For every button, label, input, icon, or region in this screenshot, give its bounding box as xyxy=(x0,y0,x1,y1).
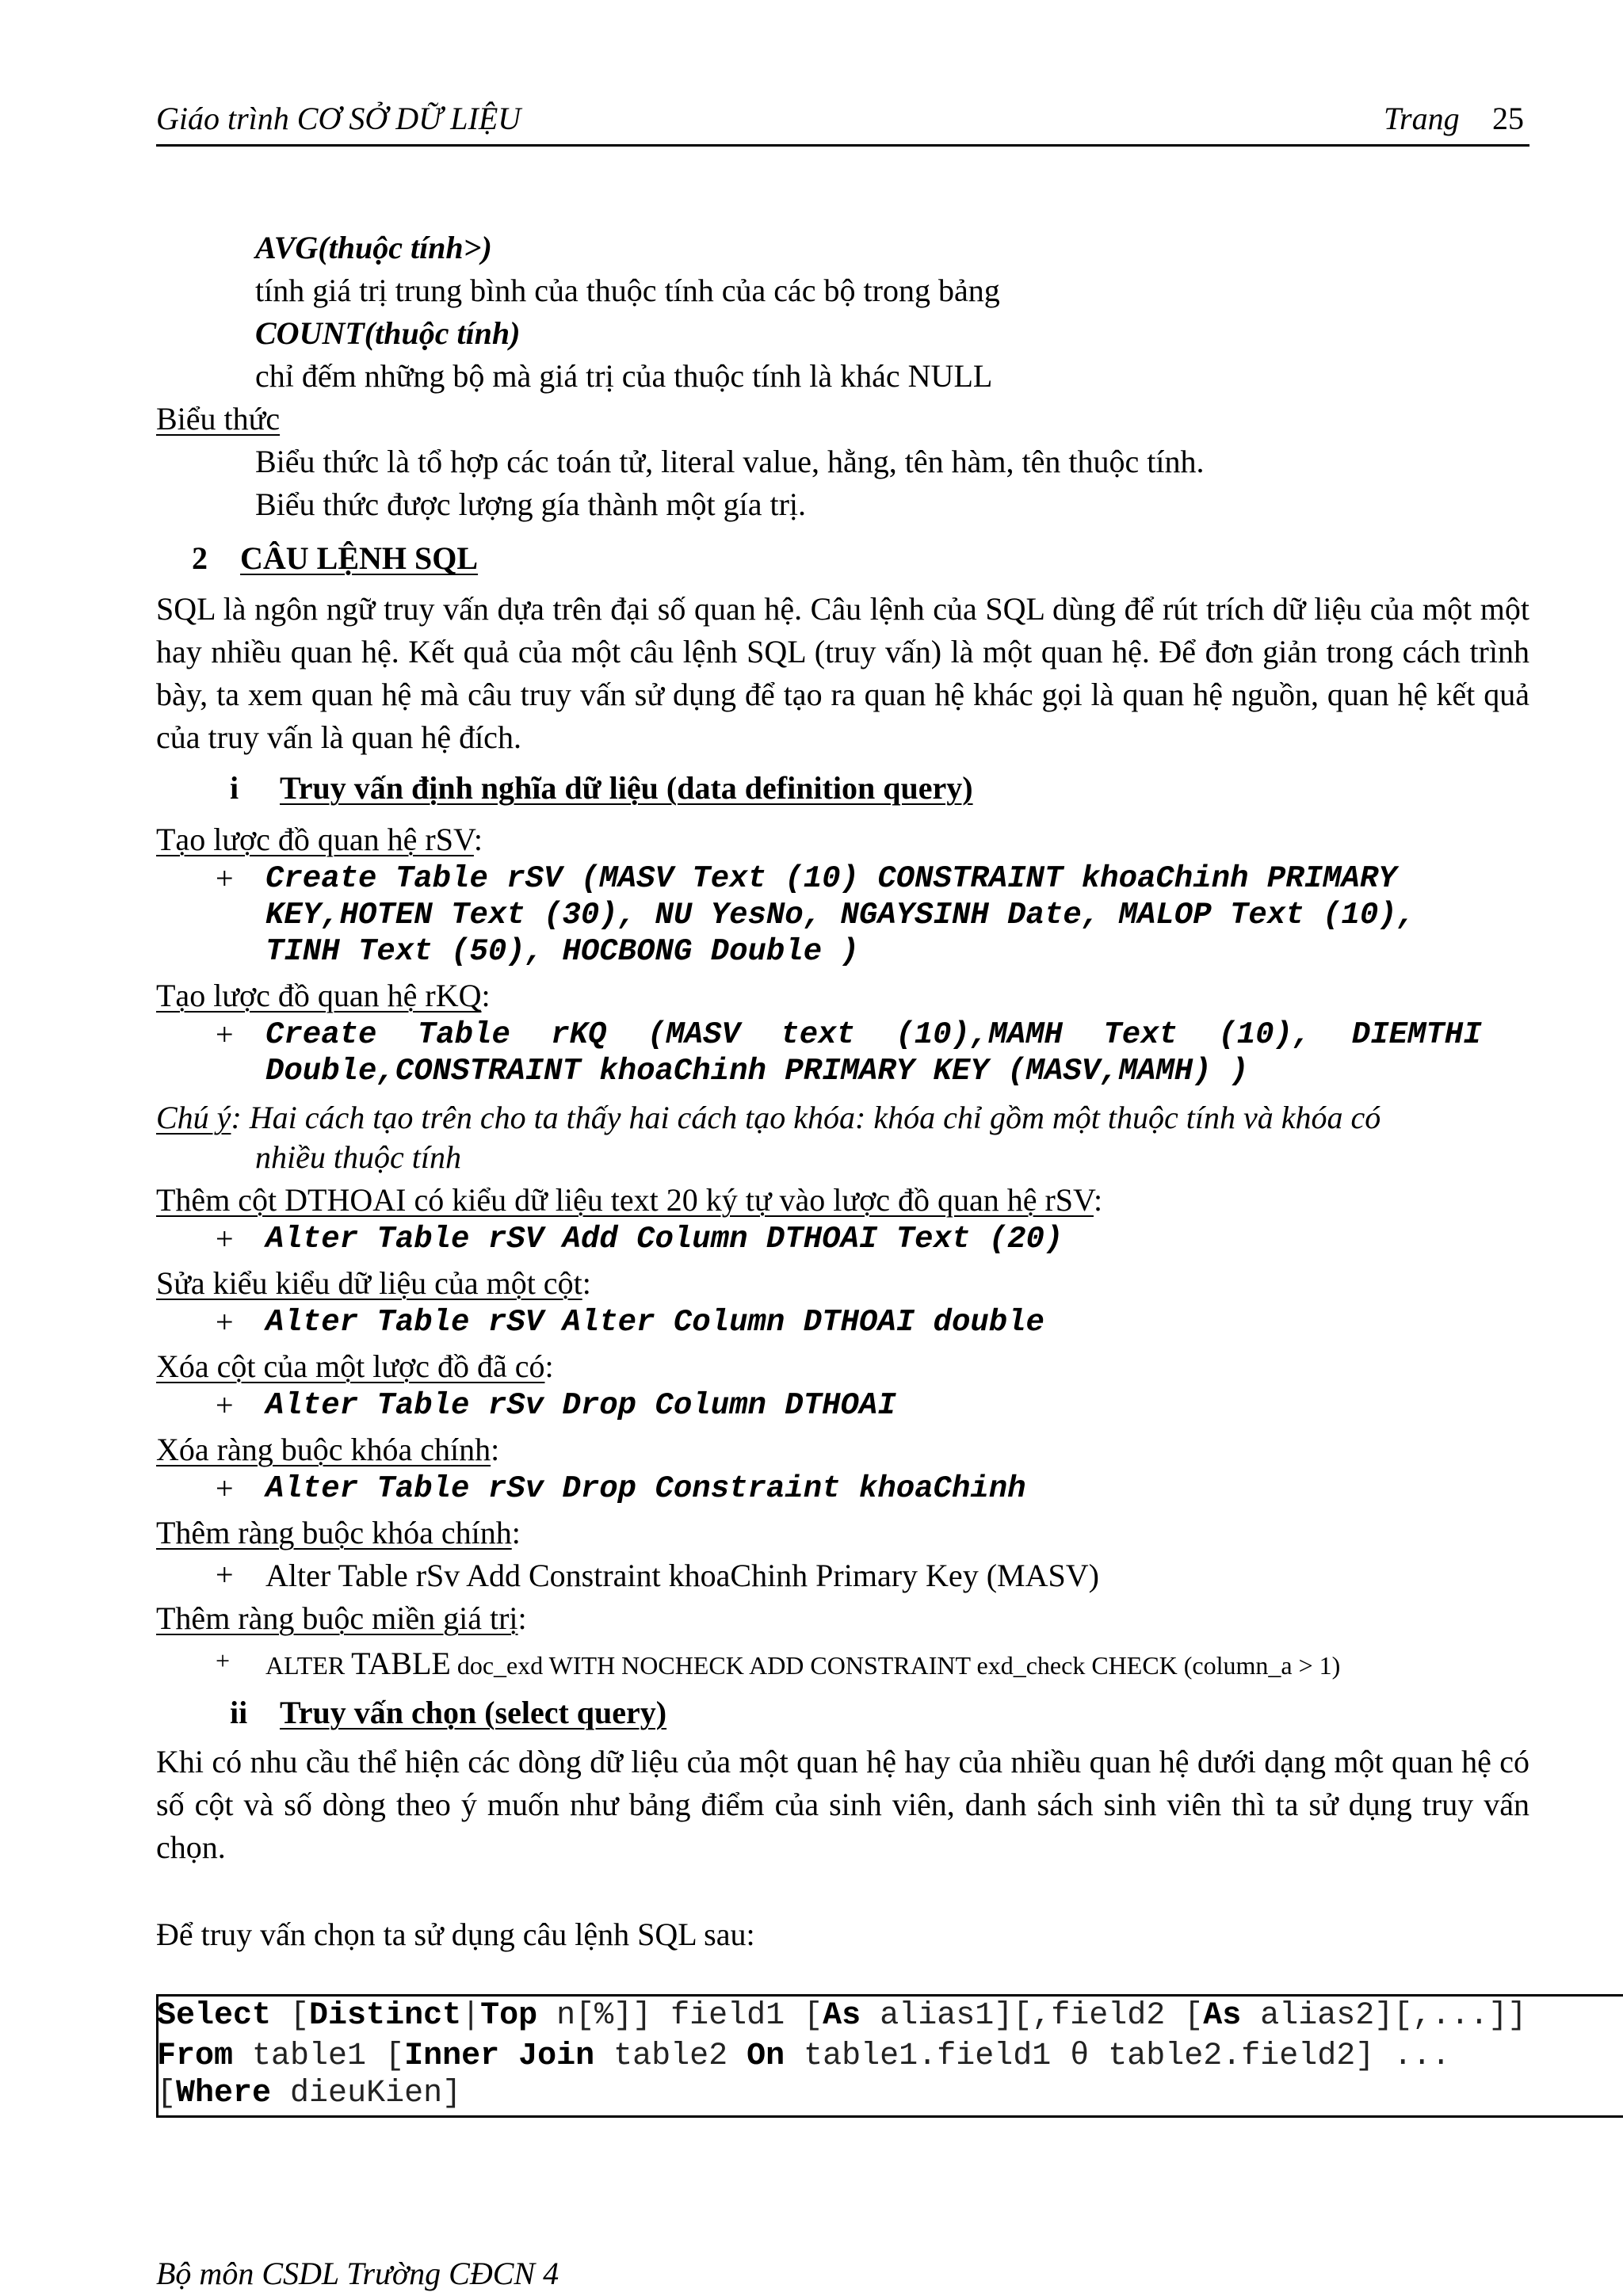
colon: : xyxy=(511,1515,521,1550)
kw-from: From xyxy=(157,2039,234,2074)
bullet-plus: + xyxy=(216,1646,231,1675)
syntax-line-3 xyxy=(157,2076,461,2111)
add-check-label: Thêm ràng buộc miền giá trị xyxy=(156,1600,518,1636)
avg-description: tính giá trị trung bình của thuộc tính của các bộ trong bảng xyxy=(255,273,1000,308)
rsv-code-line-2: KEY,HOTEN Text (30), NU YesNo, NGAYSINH Date, MALOP Text (10), xyxy=(265,898,1416,933)
count-term: COUNT(thuộc tính) xyxy=(255,315,521,351)
bieu-thuc-line-1: Biểu thức là tổ hợp các toán tử, literal value, hằng, tên hàm, tên thuộc tính. xyxy=(255,444,1205,479)
intro-paragraph: SQL là ngôn ngữ truy vấn dựa trên đại số quan hệ. Câu lệnh của SQL dùng để rút trích dữ liệu của một một hay nhiều quan hệ. Kết quả của một câu lệnh SQL (truy vấn) là một quan hệ. Để đơn giản trong cách trình bày, ta xem quan hệ mà câu truy vấn sử dụng để tạo ra quan hệ khác gọi là quan hệ nguồn, quan hệ kết quả của truy vấn là quan hệ đích. xyxy=(156,591,1529,755)
bullet-plus: + xyxy=(216,1387,234,1423)
drop-column-label: Xóa cột của một lược đồ đã có xyxy=(156,1348,545,1384)
select-intro: Để truy vấn chọn ta sử dụng câu lệnh SQL sau: xyxy=(156,1917,755,1952)
colon: : xyxy=(491,1432,500,1467)
syntax-text: n[%]] field1 [ xyxy=(537,1998,823,2034)
header-page-label: Trang xyxy=(1384,101,1460,136)
kw-inner-join: Inner Join xyxy=(404,2039,595,2074)
add-check-code-rest: doc_exd WITH NOCHECK ADD CONSTRAINT exd_check CHECK (column_a > 1) xyxy=(456,1651,1341,1680)
section-title: CÂU LỆNH SQL xyxy=(240,540,479,576)
kw-where: Where xyxy=(176,2076,272,2111)
colon: : xyxy=(544,1348,554,1384)
colon: : xyxy=(1093,1182,1103,1218)
drop-pk-label: Xóa ràng buộc khóa chính xyxy=(156,1432,491,1467)
add-check-code-table: TABLE xyxy=(351,1646,451,1681)
kw-on: On xyxy=(747,2039,785,2074)
syntax-line-1 xyxy=(157,1998,1526,2034)
bullet-plus: + xyxy=(216,1304,234,1340)
kw-distinct: Distinct xyxy=(309,1998,462,2034)
subsection-ii-title: Truy vấn chọn (select query) xyxy=(280,1695,667,1730)
kw-as: As xyxy=(823,1998,861,2034)
drop-pk-code: Alter Table rSv Drop Constraint khoaChinh xyxy=(265,1471,1026,1506)
rsv-label: Tạo lược đồ quan hệ rSV xyxy=(156,822,474,857)
bullet-plus: + xyxy=(216,1221,234,1257)
subsection-i-title: Truy vấn định nghĩa dữ liệu (data definition query) xyxy=(280,770,973,806)
add-column-label: Thêm cột DTHOAI có kiểu dữ liệu text 20 ký tự vào lược đồ quan hệ rSV xyxy=(156,1182,1094,1218)
syntax-text: table1.field1 θ table2.field2] ... xyxy=(785,2039,1451,2074)
header-title: Giáo trình CƠ SỞ DỮ LIỆU xyxy=(156,101,521,136)
bullet-plus: + xyxy=(216,1557,234,1592)
syntax-text: alias1][,field2 [ xyxy=(861,1998,1204,2034)
drop-column-code: Alter Table rSv Drop Column DTHOAI xyxy=(265,1388,896,1423)
bullet-plus: + xyxy=(216,860,234,896)
rsv-code-line-3: TINH Text (50), HOCBONG Double ) xyxy=(265,934,859,969)
bieu-thuc-heading: Biểu thức xyxy=(156,401,281,437)
bullet-plus: + xyxy=(216,1470,234,1506)
note-text-2: nhiều thuộc tính xyxy=(255,1139,461,1175)
add-pk-code: Alter Table rSv Add Constraint khoaChinh Primary Key (MASV) xyxy=(265,1558,1099,1593)
syntax-line-2 xyxy=(157,2039,1450,2074)
syntax-text: table1 [ xyxy=(233,2039,405,2074)
syntax-text: dieuKien] xyxy=(271,2076,462,2111)
select-paragraph: Khi có nhu cầu thể hiện các dòng dữ liệu của một quan hệ hay của nhiều quan hệ dưới dạng một quan hệ có số cột và số dòng theo ý muốn như bảng điểm của sinh viên, danh sách sinh viên thì ta sử dụng truy vấn chọn. xyxy=(156,1744,1529,1865)
bullet-plus: + xyxy=(216,1016,234,1052)
colon: : xyxy=(481,978,491,1013)
syntax-text: alias2][,...]] xyxy=(1241,1998,1527,2034)
avg-term: AVG(thuộc tính>) xyxy=(255,230,492,265)
syntax-text: table2 xyxy=(594,2039,747,2074)
kw-as: As xyxy=(1203,1998,1242,2034)
add-check-code-alter: ALTER xyxy=(265,1651,346,1680)
colon: : xyxy=(473,822,483,857)
header-page-number: 25 xyxy=(1492,101,1524,136)
add-column-code: Alter Table rSV Add Column DTHOAI Text (20) xyxy=(265,1222,1064,1257)
note-label: Chú ý xyxy=(156,1100,231,1135)
kw-select: Select xyxy=(157,1998,272,2034)
add-pk-label: Thêm ràng buộc khóa chính xyxy=(156,1515,512,1550)
rkq-code-line-1: Create Table rKQ (MASV text (10),MAMH Text (10), DIEMTHI xyxy=(265,1017,1482,1052)
footer-text: Bộ môn CSDL Trường CĐCN 4 xyxy=(156,2256,559,2291)
count-description: chỉ đếm những bộ mà giá trị của thuộc tính là khác NULL xyxy=(255,358,993,394)
rkq-label: Tạo lược đồ quan hệ rKQ xyxy=(156,978,482,1013)
colon: : xyxy=(582,1265,591,1301)
colon: : xyxy=(517,1600,527,1636)
header-rule xyxy=(156,144,1529,147)
note-text-1: : Hai cách tạo trên cho ta thấy hai cách tạo khóa: khóa chỉ gồm một thuộc tính và khóa có xyxy=(231,1100,1381,1135)
subsection-ii-number: ii xyxy=(230,1695,248,1730)
subsection-i-number: i xyxy=(230,770,239,806)
rsv-code-line-1: Create Table rSV (MASV Text (10) CONSTRAINT khoaChinh PRIMARY xyxy=(265,861,1397,896)
kw-top: Top xyxy=(480,1998,538,2034)
rkq-code-line-2: Double,CONSTRAINT khoaChinh PRIMARY KEY (MASV,MAMH) ) xyxy=(265,1054,1249,1089)
alter-column-label: Sửa kiểu kiểu dữ liệu của một cột xyxy=(156,1265,582,1301)
syntax-text: [ xyxy=(157,2076,177,2111)
section-number: 2 xyxy=(192,540,208,576)
syntax-text: | xyxy=(461,1998,481,2034)
alter-column-code: Alter Table rSV Alter Column DTHOAI double xyxy=(265,1305,1044,1340)
syntax-text: [ xyxy=(271,1998,310,2034)
bieu-thuc-line-2: Biểu thức được lượng gía thành một gía trị. xyxy=(255,486,806,522)
